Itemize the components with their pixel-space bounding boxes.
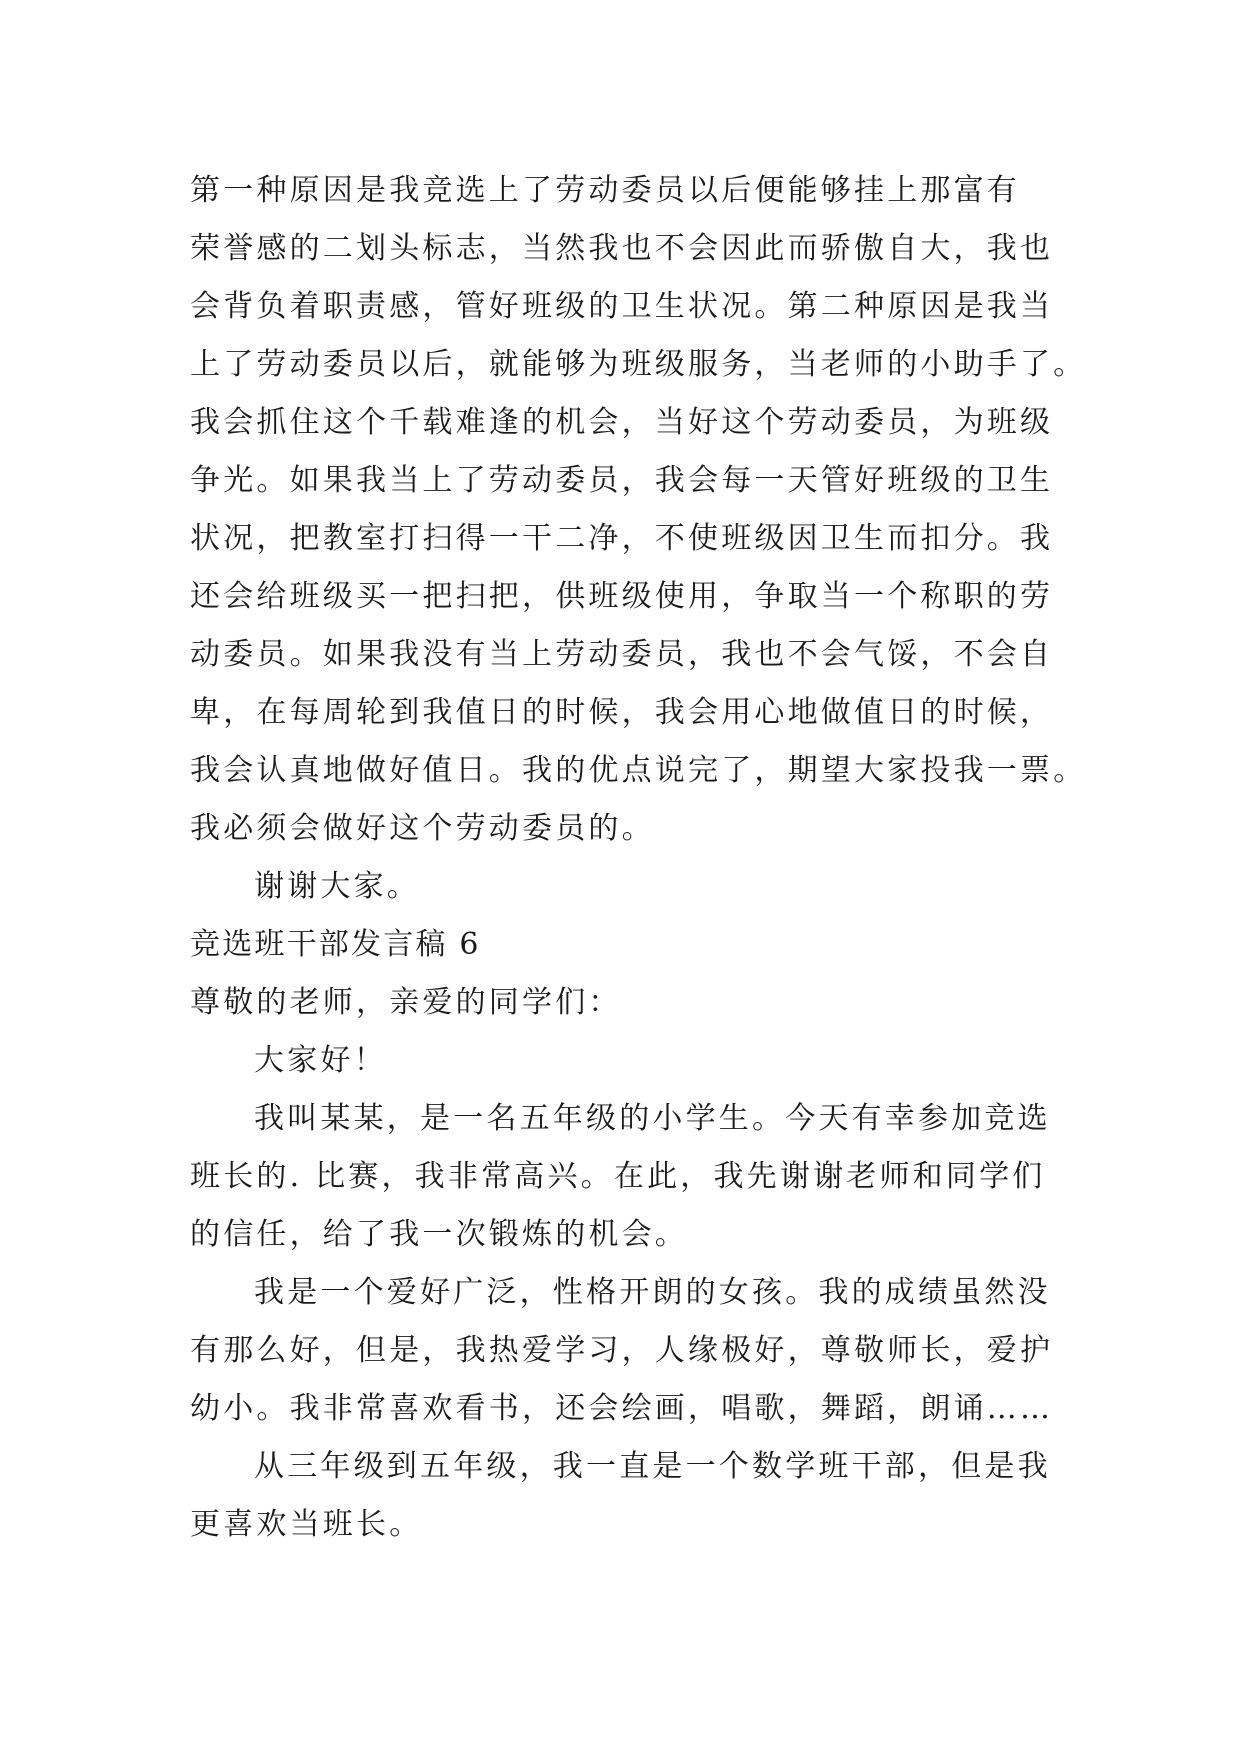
- paragraph-line: 从三年级到五年级，我一直是一个数学班干部，但是我: [254, 1449, 1051, 1484]
- section-heading: 竞选班干部发言稿 6: [190, 927, 481, 962]
- paragraph-line: 幼小。我非常喜欢看书，还会绘画，唱歌，舞蹈，朗诵……: [190, 1391, 1054, 1426]
- salutation-line: 尊敬的老师，亲爱的同学们：: [190, 985, 622, 1020]
- paragraph-line: 还会给班级买一把扫把，供班级使用，争取当一个称职的劳: [190, 579, 1054, 614]
- document-body: [190, 162, 1087, 1554]
- paragraph-line: 第一种原因是我竞选上了劳动委员以后便能够挂上那富有: [190, 173, 1020, 208]
- paragraph-line: 争光。如果我当上了劳动委员，我会每一天管好班级的卫生: [190, 463, 1054, 498]
- greeting-line: 大家好！: [254, 1043, 387, 1078]
- paragraph-line: 的信任，给了我一次锻炼的机会。: [190, 1217, 688, 1252]
- paragraph-line: 状况，把教室打扫得一干二净，不使班级因卫生而扣分。我: [190, 521, 1054, 556]
- paragraph-line: 卑，在每周轮到我值日的时候，我会用心地做值日的时候，: [190, 695, 1054, 730]
- paragraph-line: 会背负着职责感，管好班级的卫生状况。第二种原因是我当: [190, 289, 1054, 324]
- paragraph-line: 有那么好，但是，我热爱学习，人缘极好，尊敬师长，爱护: [190, 1333, 1054, 1368]
- paragraph-line: 荣誉感的二划头标志，当然我也不会因此而骄傲自大，我也: [190, 231, 1054, 266]
- paragraph-line: 我必须会做好这个劳动委员的。: [190, 811, 655, 846]
- thanks-line: 谢谢大家。: [254, 869, 420, 904]
- paragraph-line: 我会抓住这个千载难逢的机会，当好这个劳动委员，为班级: [190, 405, 1054, 440]
- paragraph-line: 班长的. 比赛，我非常高兴。在此，我先谢谢老师和同学们: [190, 1159, 1046, 1194]
- paragraph-line: 我叫某某，是一名五年级的小学生。今天有幸参加竞选: [254, 1101, 1051, 1136]
- paragraph-line: 更喜欢当班长。: [190, 1507, 423, 1542]
- paragraph-line: 动委员。如果我没有当上劳动委员，我也不会气馁，不会自: [190, 637, 1054, 672]
- paragraph-line: 我是一个爱好广泛，性格开朗的女孩。我的成绩虽然没: [254, 1275, 1051, 1310]
- paragraph-line: 上了劳动委员以后，就能够为班级服务，当老师的小助手了。: [190, 347, 1087, 382]
- paragraph-line: 我会认真地做好值日。我的优点说完了，期望大家投我一票。: [190, 753, 1087, 788]
